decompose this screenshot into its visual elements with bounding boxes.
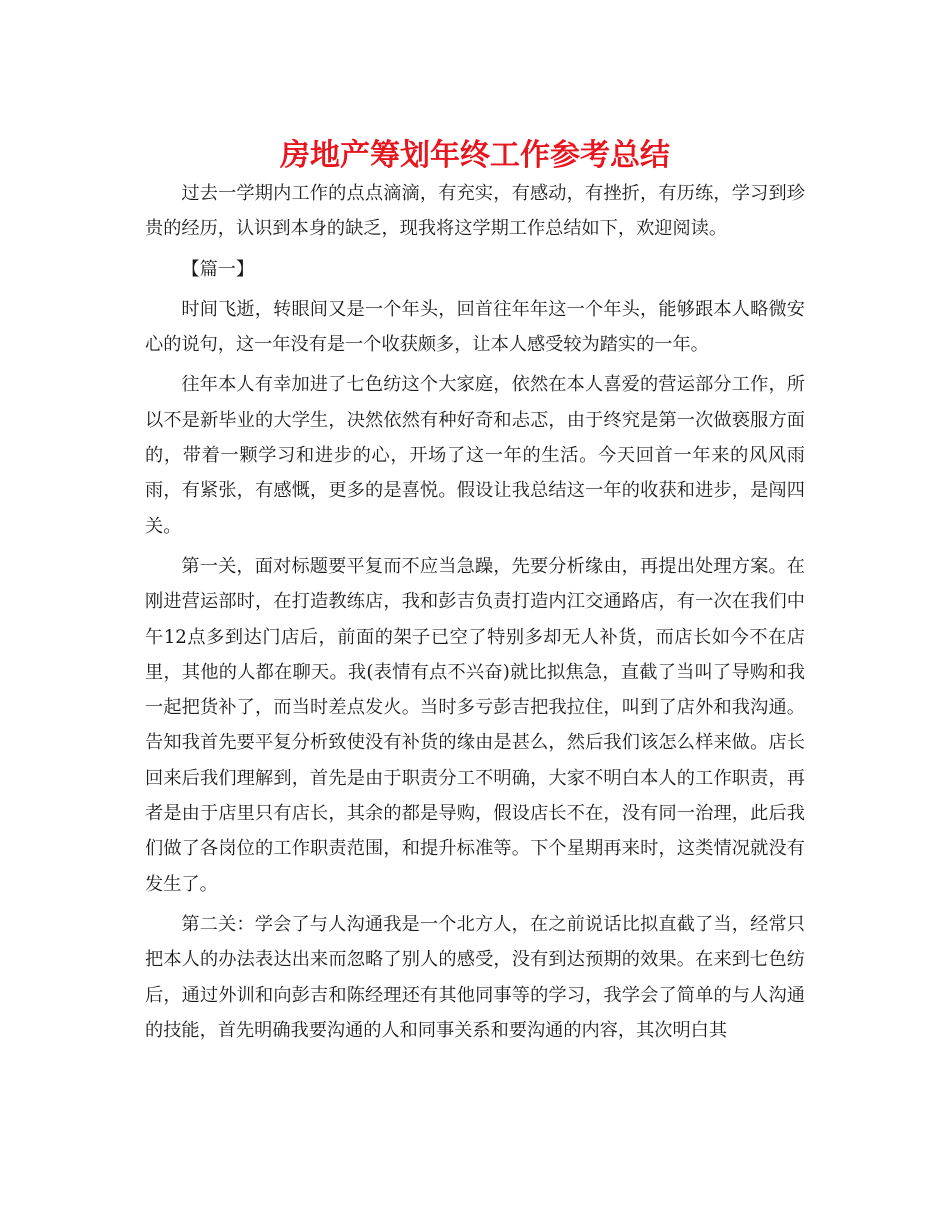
document-body xyxy=(145,176,805,1048)
body-paragraph: 第一关，面对标题要平复而不应当急躁，先要分析缘由，再提出处理方案。在刚进营运部时，在打造教练店，我和彭吉负责打造内江交通路店，有一次在我们中午12点多到达门店后，前面的架子已空了特别多却无人补货，而店长如今不在店里，其他的人都在聊天。我(表情有点不兴奋)就比拟焦急，直截了当叫了导购和我一起把货补了，而当时差点发火。当时多亏彭吉把我拉住，叫到了店外和我沟通。告知我首先要平复分析致使没有补货的缘由是甚么，然后我们该怎么样来做。店长回来后我们理解到，首先是由于职责分工不明确，大家不明白本人的工作职责，再者是由于店里只有店长，其余的都是导购，假设店长不在，没有同一治理，此后我们做了各岗位的工作职责范围，和提升标准等。下个星期再来时，这类情况就没有发生了。 xyxy=(145,555,805,895)
section-heading: 【篇一】 xyxy=(181,258,255,280)
intro-paragraph: 过去一学期内工作的点点滴滴，有充实，有感动，有挫折，有历练，学习到珍贵的经历，认识到本身的缺乏，现我将这学期工作总结如下，欢迎阅读。 xyxy=(145,183,805,240)
body-paragraph: 往年本人有幸加进了七色纺这个大家庭，依然在本人喜爱的营运部分工作，所以不是新毕业的大学生，决然依然有种好奇和忐忑，由于终究是第一次做亵服方面的，带着一颗学习和进步的心，开场了这一年的生活。今天回首一年来的风风雨雨，有紧张，有感慨，更多的是喜悦。假设让我总结这一年的收获和进步，是闯四关。 xyxy=(145,374,805,537)
body-paragraph: 时间飞逝，转眼间又是一个年头，回首往年年这一个年头，能够跟本人略微安心的说句，这一年没有是一个收获颇多，让本人感受较为踏实的一年。 xyxy=(145,298,805,356)
body-paragraph: 第二关：学会了与人沟通我是一个北方人，在之前说话比拟直截了当，经常只把本人的办法表达出来而忽略了别人的感受，没有到达预期的效果。在来到七色纺后，通过外训和向彭吉和陈经理还有其他同事等的学习，我学会了简单的与人沟通的技能，首先明确我要沟通的人和同事关系和要沟通的内容，其次明白其 xyxy=(145,913,805,1041)
document-title: 房地产筹划年终工作参考总结 xyxy=(280,138,670,173)
